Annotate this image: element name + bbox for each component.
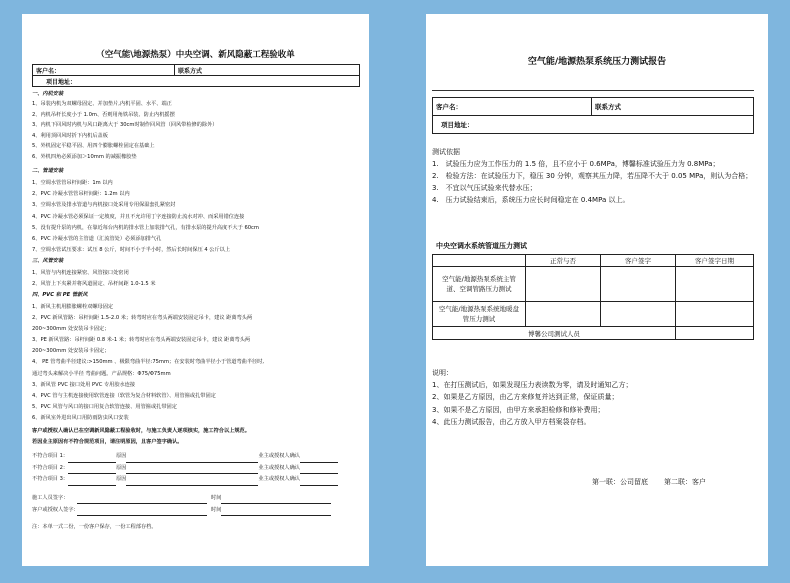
signature-row: 施工人员签字： 时间 xyxy=(32,492,362,504)
section-4-list xyxy=(32,302,362,424)
list-item: 4、利用顶回风时折下内机后盖板 xyxy=(32,132,108,139)
table-row xyxy=(433,302,754,327)
blank-line xyxy=(300,456,338,463)
list-item: 1、吊装内机为双螺母固定、并加垫片,内机平固、水平、端正 xyxy=(32,101,172,107)
list-item: 3、如果不是乙方原因，由甲方来承担检修和修补费用； xyxy=(432,405,605,414)
nonconformance-row: 不符合项目 2： 原因 业主或授权人确认 xyxy=(32,463,362,475)
row-label: 空气能/地源热泵系统地暖盘管压力测试 xyxy=(433,302,526,327)
customer-confirmation-text: 客户或授权人确认已在空调新风隐蔽工程验收时，与施工负责人逐项核实，施工符合以上规范。 若因业主原因有不符合规范项目，请注明原因，且客户签字确认。 xyxy=(32,428,250,445)
blank-line xyxy=(68,467,116,474)
list-item: 4、PVC 冷凝水管必须保证一定坡度，并且不允许用丁字连接防止流水对冲、而采用错位连接 xyxy=(32,213,245,220)
customer-name-cell: 客户名： xyxy=(433,98,592,116)
list-item: 2、如果是乙方原因，由乙方来修复并达到正常，保证质量； xyxy=(432,393,619,402)
title-divider xyxy=(432,90,754,91)
list-item: 1、风管与内机连接紧密、风管接口处密闭 xyxy=(32,270,129,276)
list-item: 2、内机吊杆长度小于 1.0m、否则用角铁吊装、防止内机摇摆 xyxy=(32,111,175,118)
blank-line xyxy=(221,497,331,504)
list-item: 1、空调水管管吊杆间距：1m 以内 xyxy=(32,180,113,186)
section-1-list xyxy=(32,99,362,162)
list-item: 4. 压力试验结束后，系统压力应长时间稳定在 0.4MPa 以上。 xyxy=(432,196,630,204)
blank-line xyxy=(77,497,207,504)
list-item: 3、PE 新风管路：吊杆间距 0.8 米-1 米；转弯时应在弯头两端安装固定吊卡，建议 距离弯头两 xyxy=(32,337,251,344)
staff-label: 博馨公司测试人员 xyxy=(433,327,676,340)
section-3-list xyxy=(32,268,362,290)
table-header: 客户签字日期 xyxy=(676,255,754,267)
pressure-test-table xyxy=(432,254,754,340)
list-item: 4、PVC 管与主机连接使用软管连接（软管为复合材料软管）、用管箍或扎带固定 xyxy=(32,392,216,399)
list-item: 5、没有提升泵的内机，在靠近每台内机的排水管上加装排气孔，有排水泵的提升高度不大于 60cm xyxy=(32,224,259,231)
normal-cell[interactable] xyxy=(526,302,601,327)
normal-cell[interactable] xyxy=(526,267,601,302)
customer-info-table xyxy=(432,97,754,134)
list-item: 5、外机固定平稳平固、用四个膨胀螺栓固定在基础上 xyxy=(32,143,155,149)
address-cell: 项目地址： xyxy=(33,76,360,87)
list-item: 1、新风主机用膨胀螺栓双螺母固定 xyxy=(32,304,114,310)
test-basis-title: 测试依据 xyxy=(432,148,460,156)
list-item: 3. 不宜以气压试验来代替水压； xyxy=(432,184,537,192)
contact-cell: 联系方式 xyxy=(592,98,754,116)
list-item: 4、此压力测试报告，由乙方放入甲方档案袋存档。 xyxy=(432,417,591,426)
signature-row: 客户或授权人签字： 时间 xyxy=(32,504,362,516)
list-item: 通过弯头来解决小半径 弯曲问题。产品规格：Φ75/Φ75mm xyxy=(32,370,171,377)
pressure-test-report-sheet xyxy=(426,14,768,566)
table-title: 中央空调水系统管道压力测试 xyxy=(436,242,527,250)
row-label: 空气能/地源热泵系统主管道、空调管路压力测试 xyxy=(433,267,526,302)
list-item: 1、在打压测试后，如果发现压力表读数为零，请及时通知乙方； xyxy=(432,381,633,390)
list-item: 3、空调水管及排水管道与内机接口处采用专用保温套扎紧密封 xyxy=(32,202,176,209)
table-header: 客户签字 xyxy=(601,255,676,267)
list-item: 7、空调水管试压要求：试压 8 公斤，时间不小于半小时，然后长时间保压 4 公斤以上 xyxy=(32,247,231,254)
list-item: 2、风管上下夹紧并将风道固定、吊杆间距 1.0-1.5 米 xyxy=(32,281,156,287)
signature-date-cell[interactable] xyxy=(676,302,754,327)
blank-line xyxy=(77,509,207,516)
blank-line xyxy=(126,456,258,463)
address-cell: 项目地址： xyxy=(433,116,754,134)
copy-label-second: 第二联：客户 xyxy=(664,478,706,486)
acceptance-form-sheet xyxy=(22,14,369,566)
customer-info-table xyxy=(32,64,360,87)
footnote: 注：本单一式二份，一份客户保存，一份工程部存档。 xyxy=(32,524,157,530)
list-item: 2. 检验方法：在试验压力下，稳压 30 分钟，观察其压力降，若压降不大于 0.05 MPa，则认为合格； xyxy=(432,172,753,180)
report-title: 空气能/地源热泵系统压力测试报告 xyxy=(527,57,667,67)
notes xyxy=(432,367,762,428)
contact-cell: 联系方式 xyxy=(175,65,360,76)
list-item: 3、新风管 PVC 接口处用 PVC 专用胶水连接 xyxy=(32,381,136,388)
nonconformance-row: 不符合项目 1： 原因 业主或授权人确认 xyxy=(32,451,362,463)
list-item: 5、PVC 风管与风口的接口用复合软管连接、用管箍或扎带固定 xyxy=(32,403,177,410)
staff-signature-cell[interactable] xyxy=(676,327,754,340)
list-item: 2、PVC 冷凝水管管吊杆间距：1.2m 以内 xyxy=(32,191,130,198)
customer-signature-cell[interactable] xyxy=(601,302,676,327)
customer-name-cell: 客户名： xyxy=(33,65,175,76)
table-row xyxy=(433,327,754,340)
list-item: 6、外机四角必须添加＞10mm 的减振橡胶垫 xyxy=(32,153,137,160)
table-header xyxy=(433,255,526,267)
acceptance-form-title: （空气能\地源热泵）中央空调、新风隐蔽工程验收单 xyxy=(96,50,295,60)
nonconformance-row: 不符合项目 3： 原因 业主或授权人确认 xyxy=(32,474,362,486)
copy-label-first: 第一联：公司留底 xyxy=(592,478,648,486)
section-2-list xyxy=(32,178,362,256)
table-row xyxy=(433,267,754,302)
table-header: 正常与否 xyxy=(526,255,601,267)
blank-line xyxy=(68,479,116,486)
list-item: 6、新风室外进出风口用防雨防虫风口安装 xyxy=(32,414,129,421)
section-heading: 三、风管安装 xyxy=(32,258,64,264)
copy-labels xyxy=(592,476,752,488)
blank-line xyxy=(68,456,116,463)
list-item: 200~300mm 处安装吊卡固定； xyxy=(32,348,110,355)
list-item: 200~300mm 处安装吊卡固定； xyxy=(32,326,110,333)
blank-line xyxy=(126,479,258,486)
section-heading: 一、内机安装 xyxy=(32,91,64,97)
list-item: 2、PVC 新风管路：吊杆间距 1.5-2.0 米；转弯时应在弯头两端安装固定吊卡，建议 距离弯头两 xyxy=(32,315,253,322)
notes-title: 说明： xyxy=(432,369,453,377)
blank-line xyxy=(300,467,338,474)
blank-line xyxy=(126,467,258,474)
section-heading: 二、管道安装 xyxy=(32,168,64,174)
list-item: 4、 PE 管弯曲半径建议:>150mm 、极限弯曲半径:75mm；在安装时弯曲半径小于管道弯曲半径时, xyxy=(32,359,265,366)
section-heading: 四、PVC 和 PE 管新风 xyxy=(32,292,88,298)
signature-block xyxy=(32,492,362,516)
signature-date-cell[interactable] xyxy=(676,267,754,302)
list-item: 1. 试验压力应为工作压力的 1.5 倍，且不应小于 0.6MPa，博馨标准试验压力为 0.8MPa； xyxy=(432,160,720,168)
blank-line xyxy=(300,479,338,486)
nonconformance-list xyxy=(32,451,362,486)
list-item: 3、内机下回风时内机与风口距离大于 30cm时制作回风管（回风带检修的除外） xyxy=(32,122,218,128)
list-item: 6、PVC 冷凝水管的主管道（汇流管处）必须添加排气孔 xyxy=(32,236,162,243)
blank-line xyxy=(221,509,331,516)
test-basis xyxy=(432,146,762,206)
customer-signature-cell[interactable] xyxy=(601,267,676,302)
